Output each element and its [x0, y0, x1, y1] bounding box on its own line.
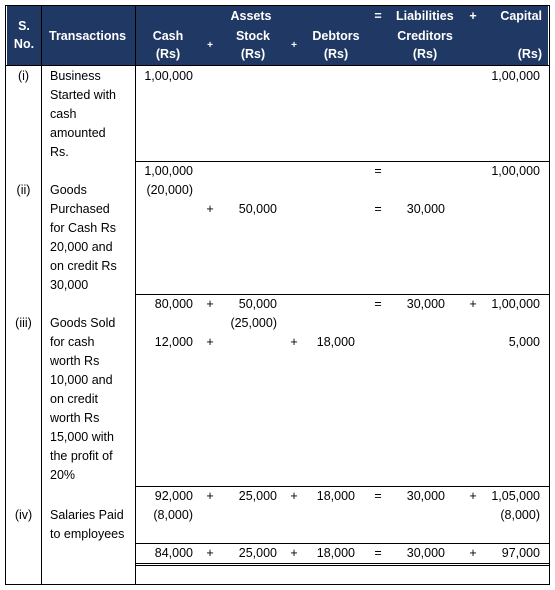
total-cash: 84,000 — [154, 546, 193, 560]
row-3-line-1-capital: 1,00,000 — [491, 297, 540, 311]
row-2-line-2-cash: (20,000) — [146, 183, 193, 197]
header-sno-1: S. — [18, 19, 30, 33]
total-capital: 97,000 — [501, 546, 540, 560]
table-border-bottom — [5, 584, 550, 585]
row-2-description: Goods Purchased for Cash Rs 20,000 and on credit Rs 30,000 — [50, 183, 117, 292]
header-creditors: Creditors — [397, 29, 453, 43]
row-2-line-3-equals: = — [374, 202, 382, 216]
row-3-description: Goods Sold for cash worth Rs 10,000 and on credit worth Rs 15,000 with the profit of 20% — [50, 316, 116, 482]
row-4-line-1-cash: 92,000 — [154, 489, 193, 503]
table-border-top — [5, 5, 550, 6]
row-2-line-1-cash: 1,00,000 — [144, 164, 193, 178]
row-2-line-1-capital: 1,00,000 — [491, 164, 540, 178]
row-4-line-1-plus-4: + — [469, 489, 477, 503]
row-4-line-1-creditors: 30,000 — [406, 489, 445, 503]
row-4-line-1-capital: 1,05,000 — [491, 489, 540, 503]
header-capital: Capital — [500, 9, 542, 23]
header-cash-unit: (Rs) — [155, 47, 181, 61]
total-plus-2: + — [290, 546, 298, 560]
header-plus: + — [469, 9, 477, 23]
header-cash: Cash — [152, 29, 184, 43]
row-2-line-3-plus: + — [206, 202, 214, 216]
row-3-line-3-plus-1: + — [206, 335, 214, 349]
total-stock: 25,000 — [238, 546, 277, 560]
row-3-line-3-capital: 5,000 — [508, 335, 540, 349]
total-line-bottom-2 — [135, 565, 550, 566]
header-assets: Assets — [230, 9, 272, 23]
row-3-line-1-equals: = — [374, 297, 382, 311]
row-4-sno: (iv) — [14, 508, 33, 522]
row-3-sno: (iii) — [15, 316, 32, 330]
row-3-line-1-creditors: 30,000 — [406, 297, 445, 311]
row-1-capital: 1,00,000 — [491, 69, 540, 83]
row-4-line-1-equals: = — [374, 489, 382, 503]
row-4-description: Salaries Paid to employees — [50, 508, 125, 541]
row-3-line-3-cash: 12,000 — [154, 335, 193, 349]
row-1-description: Business Started with cash amounted Rs. — [50, 69, 117, 159]
row-3-line-2-stock: (25,000) — [230, 316, 277, 330]
total-plus-4: + — [469, 546, 477, 560]
header-stock-unit: (Rs) — [240, 47, 266, 61]
header-liabilities: Liabilities — [396, 9, 454, 23]
row-2-line-3-stock: 50,000 — [238, 202, 277, 216]
row-2-line-3-creditors: 30,000 — [406, 202, 445, 216]
row-3-line-1-plus-4: + — [469, 297, 477, 311]
table-border-right — [549, 5, 550, 585]
total-line-bottom — [135, 563, 550, 564]
row-3-line-1-plus-1: + — [206, 297, 214, 311]
row-4-line-1-stock: 25,000 — [238, 489, 277, 503]
header-creditors-unit: (Rs) — [412, 47, 438, 61]
row-4-line-2-capital: (8,000) — [500, 508, 540, 522]
row-4-line-1-plus-1: + — [206, 489, 214, 503]
total-creditors: 30,000 — [406, 546, 445, 560]
header-underline — [5, 65, 550, 66]
row-3-line-3-debtors: 18,000 — [316, 335, 355, 349]
column-divider-1 — [41, 5, 42, 585]
row-1-cash: 1,00,000 — [144, 69, 193, 83]
header-capital-unit: (Rs) — [517, 47, 542, 61]
total-plus-1: + — [206, 546, 214, 560]
table-border-left — [5, 5, 6, 585]
row-1-sno: (i) — [17, 69, 30, 83]
header-plus-1: + — [207, 40, 213, 51]
total-debtors: 18,000 — [316, 546, 355, 560]
row-2-line-1-equals: = — [374, 164, 382, 178]
header-debtors-unit: (Rs) — [323, 47, 349, 61]
total-equals: = — [374, 546, 382, 560]
row-2-sno: (ii) — [16, 183, 31, 197]
row-3-line-3-plus-2: + — [290, 335, 298, 349]
row-3-line-1-cash: 80,000 — [154, 297, 193, 311]
header-transactions: Transactions — [49, 29, 127, 43]
row-4-line-2-cash: (8,000) — [153, 508, 193, 522]
row-4-line-1-plus-2: + — [290, 489, 298, 503]
header-equals: = — [374, 9, 382, 23]
header-sno-2: No. — [13, 37, 35, 51]
header-stock: Stock — [235, 29, 271, 43]
row-3-line-1-stock: 50,000 — [238, 297, 277, 311]
header-debtors: Debtors — [312, 29, 360, 43]
header-plus-2: + — [291, 40, 297, 51]
row-4-line-1-debtors: 18,000 — [316, 489, 355, 503]
